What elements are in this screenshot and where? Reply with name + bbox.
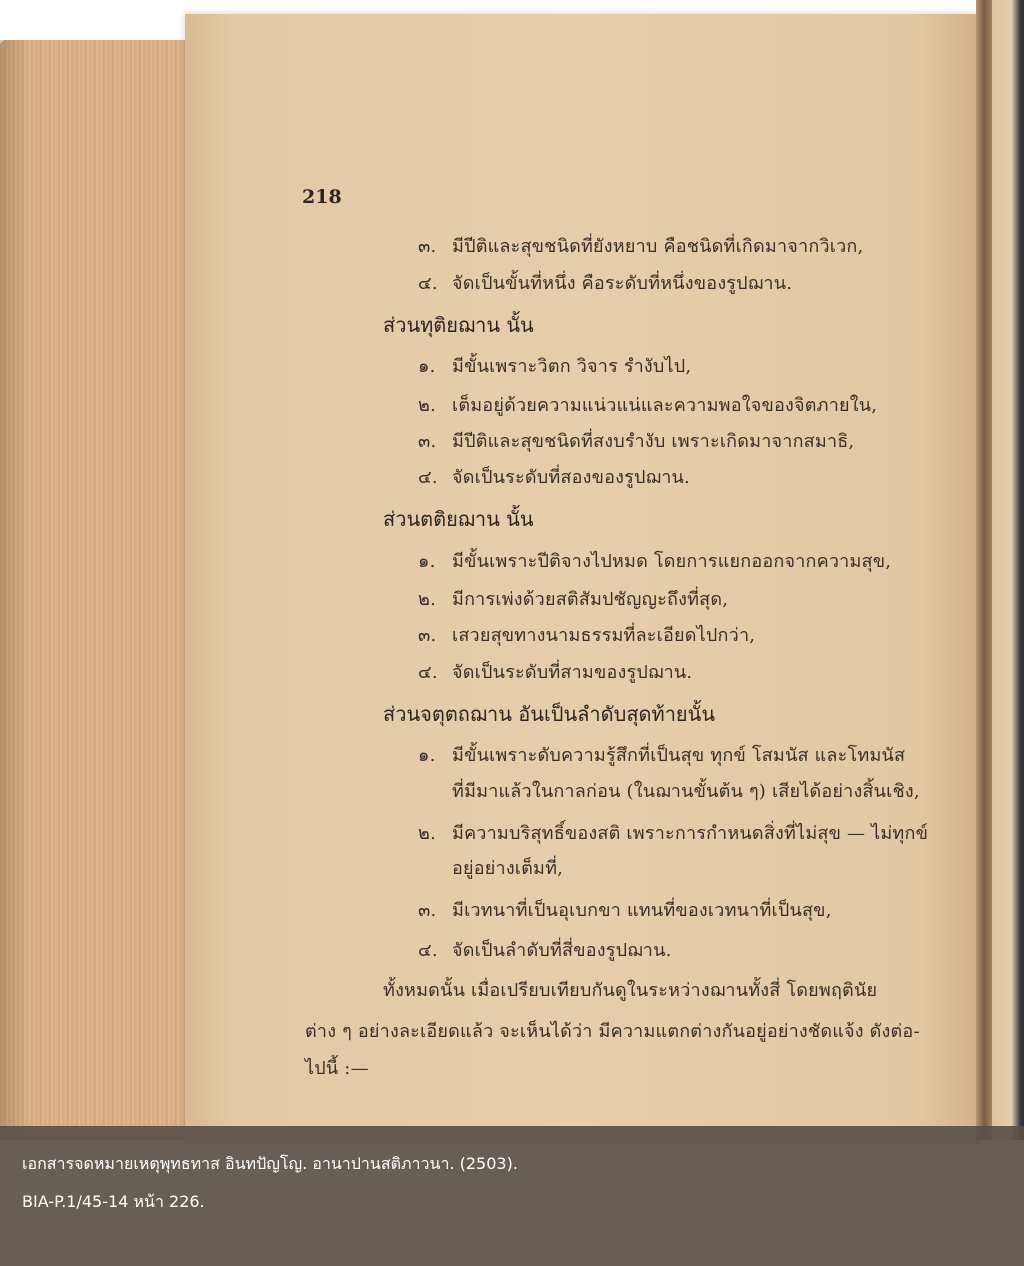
item-number: ๔. (418, 662, 438, 683)
item-text: จัดเป็นลำดับที่สี่ของรูปฌาน. (452, 940, 672, 961)
text-line (418, 268, 792, 297)
item-text: มีปีติและสุขชนิดที่สงบรำงับ เพราะเกิดมาจากสมาธิ, (452, 431, 855, 452)
item-text: เต็มอยู่ด้วยความแน่วแน่และความพอใจของจิตภายใน, (452, 395, 878, 416)
item-number: ๑. (418, 356, 436, 377)
item-text: มีเวทนาที่เป็นอุเบกขา แทนที่ของเวทนาที่เป็นสุข, (452, 900, 832, 921)
text-line (418, 426, 854, 455)
item-text: มีการเพ่งด้วยสติสัมปชัญญะถึงที่สุด, (452, 589, 729, 610)
item-text: มีความบริสุทธิ์ของสติ เพราะการกำหนดสิ่งที่ไม่สุข — ไม่ทุกข์ (452, 823, 929, 844)
text-line-continued: ที่มีมาแล้วในกาลก่อน (ในฌานขั้นต้น ๆ) เสียได้อย่างสิ้นเชิง, (452, 781, 920, 802)
item-number: ๓. (418, 900, 437, 921)
text-line (418, 935, 672, 964)
item-text: จัดเป็นขั้นที่หนึ่ง คือระดับที่หนึ่งของรูปฌาน. (452, 273, 793, 294)
paragraph-line: ไปนี้ :— (305, 1058, 369, 1079)
caption-reference: BIA-P.1/45-14 หน้า 226. (22, 1192, 205, 1211)
item-text: มีขั้นเพราะปีติจางไปหมด โดยการแยกออกจากความสุข, (452, 551, 892, 572)
item-text: เสวยสุขทางนามธรรมที่ละเอียดไปกว่า, (452, 625, 756, 646)
paragraph-line: ทั้งหมดนั้น เมื่อเปรียบเทียบกันดูในระหว่างฌานทั้งสี่ โดยพฤตินัย (383, 980, 878, 1001)
archive-caption (0, 1126, 1024, 1266)
item-text: มีปีติและสุขชนิดที่ยังหยาบ คือชนิดที่เกิดมาจากวิเวก, (452, 236, 864, 257)
text-line (418, 818, 928, 847)
text-line (418, 351, 691, 380)
item-number: ๒. (418, 395, 436, 416)
item-text: มีขั้นเพราะวิตก วิจาร รำงับไป, (452, 356, 692, 377)
section-heading: ส่วนทุติยฌาน นั้น (383, 313, 534, 337)
item-text: จัดเป็นระดับที่สามของรูปฌาน. (452, 662, 693, 683)
item-number: ๔. (418, 273, 438, 294)
section-heading: ส่วนจตุตถฌาน อันเป็นลำดับสุดท้ายนั้น (383, 702, 715, 726)
caption-title: เอกสารจดหมายเหตุพุทธทาส อินทปัญโญ. อานาปานสติภาวนา. (2503). (22, 1154, 518, 1173)
text-line (418, 546, 891, 575)
item-number: ๔. (418, 940, 438, 961)
item-number: ๔. (418, 467, 438, 488)
item-number: ๑. (418, 745, 436, 766)
text-line (418, 895, 832, 924)
section-heading: ส่วนตติยฌาน นั้น (383, 507, 534, 531)
item-number: ๑. (418, 551, 436, 572)
item-number: ๒. (418, 823, 436, 844)
item-number: ๓. (418, 625, 437, 646)
text-line (418, 584, 728, 613)
page-number: 218 (302, 186, 342, 208)
text-line (418, 657, 692, 686)
text-line-continued: อยู่อย่างเต็มที่, (452, 858, 564, 879)
text-line (418, 620, 755, 649)
item-number: ๓. (418, 236, 437, 257)
paragraph-line: ต่าง ๆ อย่างละเอียดแล้ว จะเห็นได้ว่า มีความแตกต่างกันอยู่อย่างชัดแจ้ง ดังต่อ- (305, 1021, 920, 1042)
item-number: ๒. (418, 589, 436, 610)
text-line (418, 231, 863, 260)
item-text: มีขั้นเพราะดับความรู้สึกที่เป็นสุข ทุกข์ โสมนัส และโทมนัส (452, 745, 906, 766)
text-line (418, 740, 905, 769)
item-text: จัดเป็นระดับที่สองของรูปฌาน. (452, 467, 690, 488)
text-line (418, 390, 877, 419)
item-number: ๓. (418, 431, 437, 452)
text-line (418, 462, 690, 491)
